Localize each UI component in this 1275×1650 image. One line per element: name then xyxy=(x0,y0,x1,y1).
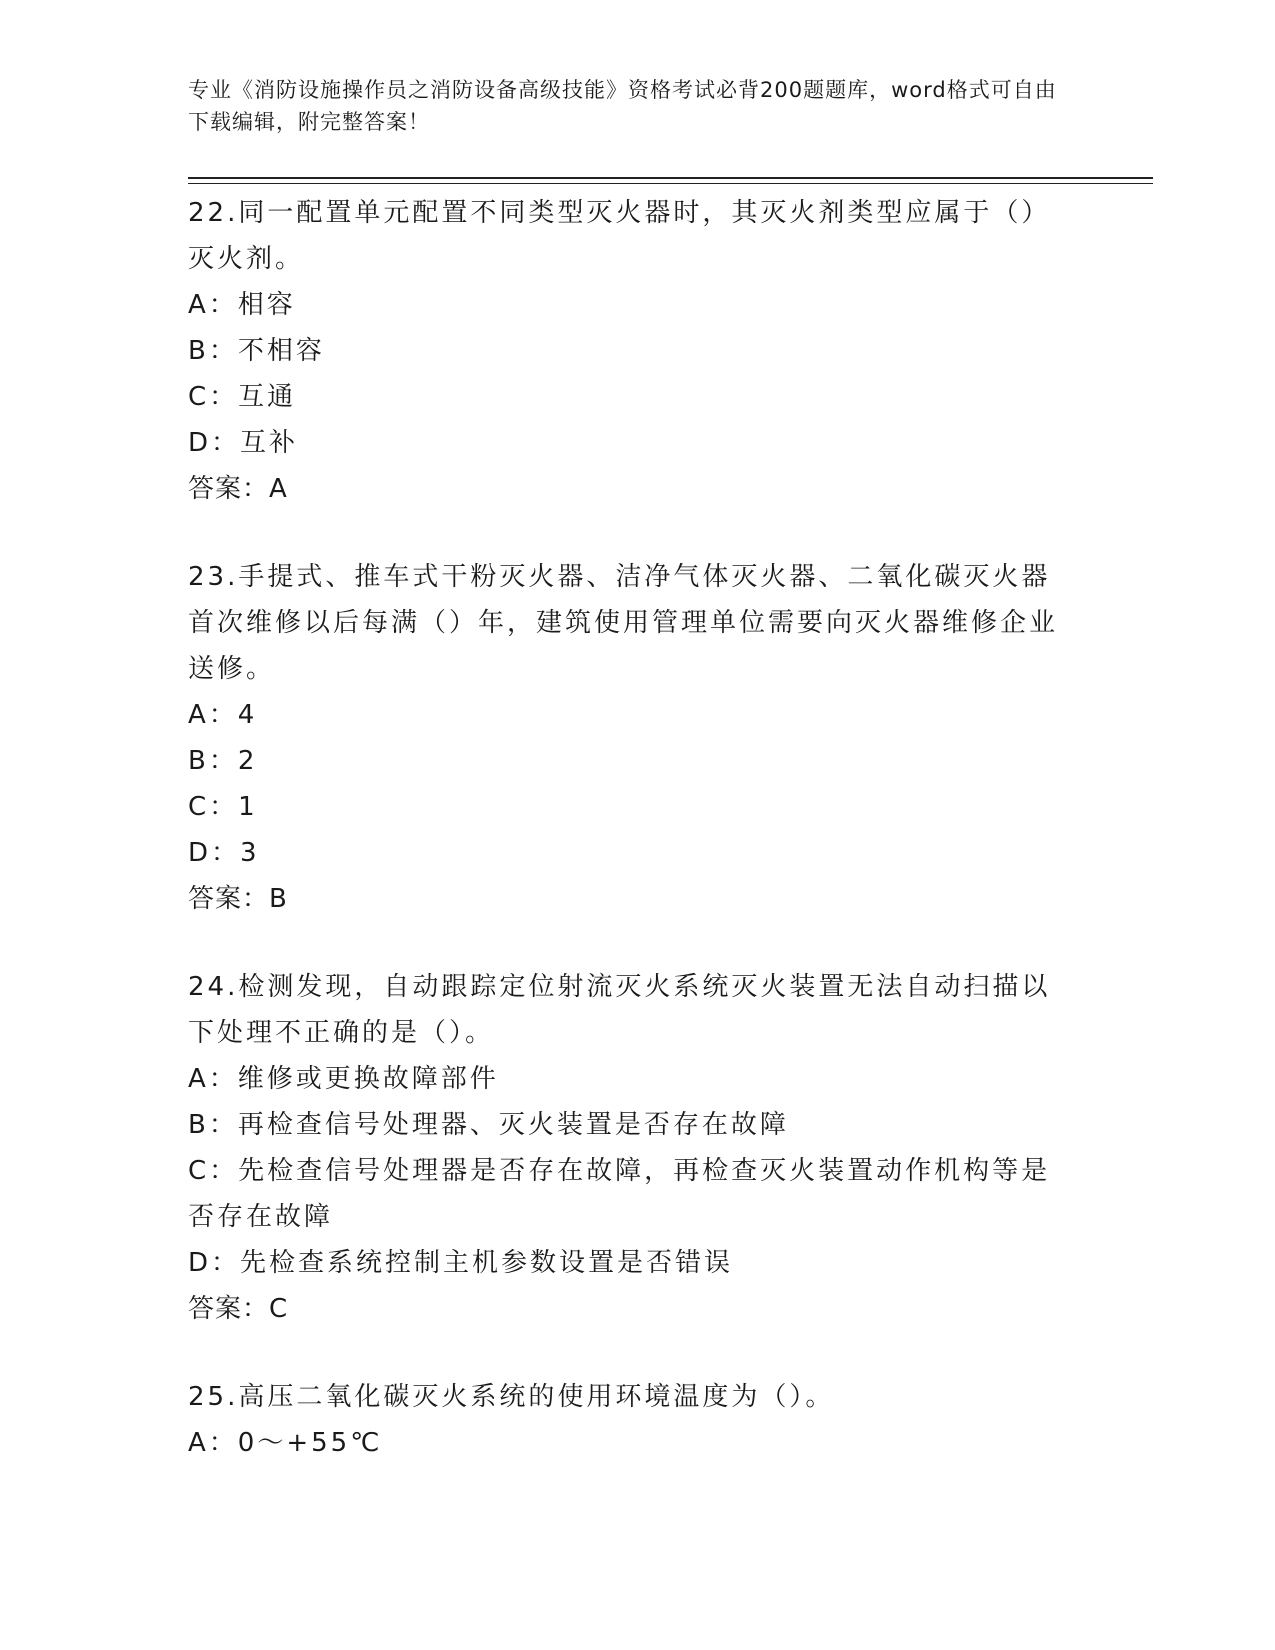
question-item xyxy=(188,554,1068,922)
question-item xyxy=(188,190,1068,512)
answer-line: 答案：A xyxy=(188,474,288,504)
question-stem: 23.手提式、推车式干粉灭火器、洁净气体灭火器、二氧化碳灭火器首次维修以后每满（）年，建筑使用管理单位需要向灭火器维修企业送修。 xyxy=(188,562,1059,684)
document-header: 专业《消防设施操作员之消防设备高级技能》资格考试必背200题题库，word格式可自由下载编辑，附完整答案！ xyxy=(188,78,1057,134)
question-list xyxy=(188,190,1068,1508)
option-d: D：先检查系统控制主机参数设置是否错误 xyxy=(188,1248,734,1278)
header-divider-thin xyxy=(188,183,1153,184)
option-d: D：互补 xyxy=(188,428,299,458)
option-a: A：相容 xyxy=(188,290,296,320)
question-stem: 24.检测发现，自动跟踪定位射流灭火系统灭火装置无法自动扫描以下处理不正确的是（）。 xyxy=(188,972,1051,1048)
option-b: B：不相容 xyxy=(188,336,325,366)
option-d: D：3 xyxy=(188,838,260,868)
answer-line: 答案：B xyxy=(188,884,288,914)
option-c: C：互通 xyxy=(188,382,297,412)
option-a: A：0～+55℃ xyxy=(188,1428,383,1458)
option-a: A：维修或更换故障部件 xyxy=(188,1064,499,1094)
option-b: B：2 xyxy=(188,746,258,776)
question-stem: 25.高压二氧化碳灭火系统的使用环境温度为（）。 xyxy=(188,1382,835,1412)
option-c: C：先检查信号处理器是否存在故障，再检查灭火装置动作机构等是否存在故障 xyxy=(188,1156,1051,1232)
answer-line: 答案：C xyxy=(188,1294,289,1324)
option-c: C：1 xyxy=(188,792,258,822)
question-item xyxy=(188,1374,1068,1466)
question-stem: 22.同一配置单元配置不同类型灭火器时，其灭火剂类型应属于（）灭火剂。 xyxy=(188,198,1051,274)
question-item xyxy=(188,964,1068,1332)
option-a: A：4 xyxy=(188,700,258,730)
option-b: B：再检查信号处理器、灭火装置是否存在故障 xyxy=(188,1110,789,1140)
header-divider xyxy=(188,177,1153,179)
